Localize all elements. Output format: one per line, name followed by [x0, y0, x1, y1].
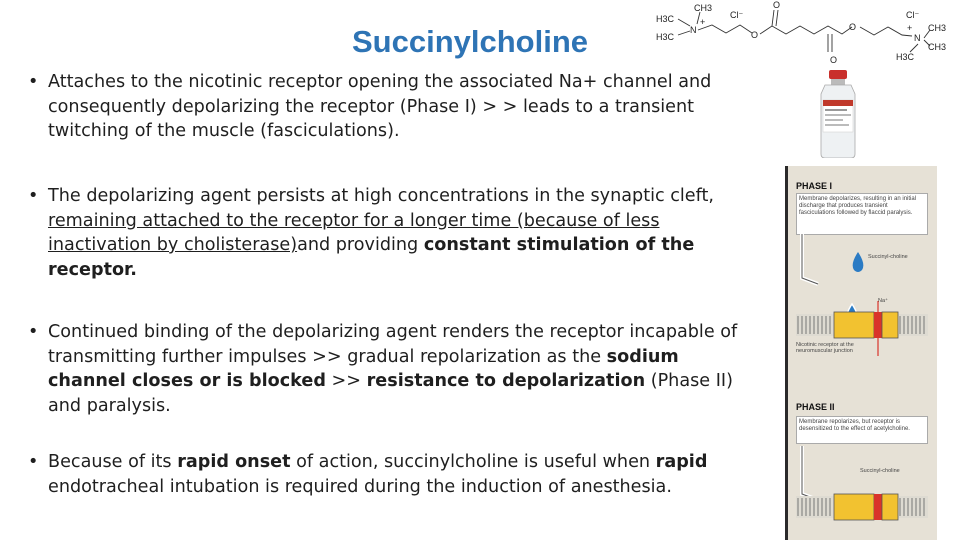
bullet-text-bold: rapid	[655, 452, 708, 472]
bullet-text-bold: resistance to depolarization	[366, 371, 646, 391]
phase2-membrane	[796, 494, 928, 520]
mechanism-figure	[785, 166, 937, 540]
charge-plus: +	[700, 17, 706, 27]
bullet-text-plain: Continued binding of the depolarizing agent renders the receptor incapable of transmitting further impulses >> gradual repolarization as the	[48, 322, 738, 367]
phase2-arrow-icon	[802, 446, 818, 500]
phase1-membrane	[796, 301, 928, 356]
phase1-title: PHASE I	[796, 181, 833, 191]
phase2-title: PHASE II	[796, 402, 835, 412]
bullet-text-plain: of action, succinylcholine is useful when	[290, 452, 656, 472]
drug-vial-image	[813, 70, 863, 158]
oxygen-atom: O	[773, 0, 781, 10]
chloride-ion: Cl⁻	[730, 10, 744, 20]
bullet-3	[28, 320, 748, 418]
bullet-text-bold: sodium channel closes or is blocked	[48, 346, 679, 391]
bullet-marker: •	[28, 72, 39, 92]
nitrogen-atom: N	[690, 25, 697, 35]
bullet-text-plain: (Phase II) and paralysis.	[48, 371, 733, 416]
bullet-text: Attaches to the nicotinic receptor opening the associated Na+ channel and consequently depolarizing the receptor (Phase I) > > leads to a transient twitching of the muscle (fasciculations).	[48, 72, 712, 141]
mechanism-illustration	[788, 166, 937, 540]
bullet-text-plain: endotracheal intubation is required during the induction of anesthesia.	[48, 476, 672, 497]
bullet-2	[28, 184, 748, 282]
methyl-label: CH3	[928, 42, 947, 52]
bond-lines	[678, 10, 930, 52]
phase1-ion-label: Na⁺	[878, 298, 888, 304]
methyl-label: CH3	[928, 23, 947, 33]
methyl-label: CH3	[694, 3, 713, 13]
charge-plus: +	[907, 23, 913, 33]
bullet-marker: •	[28, 186, 39, 206]
succinylcholine-structure-diagram	[656, 0, 956, 66]
phase2-drug-label: Succinyl-choline	[860, 468, 900, 474]
bullet-4	[28, 450, 748, 499]
bullet-text-plain: The depolarizing agent persists at high concentrations in the synaptic cleft,	[48, 186, 715, 206]
methyl-label: H3C	[896, 52, 915, 62]
chloride-ion: Cl⁻	[906, 10, 920, 20]
phase2-description: Membrane repolarizes, but receptor is desensitized to the effect of acetylcholine.	[796, 416, 928, 444]
phase1-description: Membrane depolarizes, resulting in an initial discharge that produces transient fasciculations followed by flaccid paralysis.	[796, 193, 928, 235]
drug-drop-icon	[853, 252, 864, 272]
phase1-arrow-icon	[802, 234, 818, 284]
bullet-text-plain: Because of its	[48, 452, 178, 472]
methyl-label: H3C	[656, 32, 675, 42]
bullet-text-underlined: remaining attached to the receptor for a longer time (because of less inactivation by cholisterase)	[48, 210, 660, 255]
slide-title: Succinylcholine	[352, 24, 589, 59]
oxygen-atom: O	[849, 22, 857, 32]
oxygen-atom: O	[830, 55, 838, 65]
bullet-text-bold: constant stimulation of the receptor.	[48, 235, 695, 280]
nitrogen-atom: N	[914, 33, 921, 43]
bullet-text-plain: >>	[325, 371, 367, 391]
oxygen-atom: O	[751, 30, 759, 40]
bullet-1	[28, 70, 748, 144]
bullet-text-plain: and providing	[297, 235, 424, 255]
phase1-junction-label: Nicotinic receptor at the neuromuscular junction	[796, 342, 854, 354]
bullet-text-bold: rapid onset	[177, 452, 291, 472]
bullet-marker: •	[28, 322, 39, 342]
bullet-marker: •	[28, 452, 39, 472]
phase1-drug-label: Succinyl-choline	[868, 254, 908, 260]
methyl-label: H3C	[656, 14, 675, 24]
